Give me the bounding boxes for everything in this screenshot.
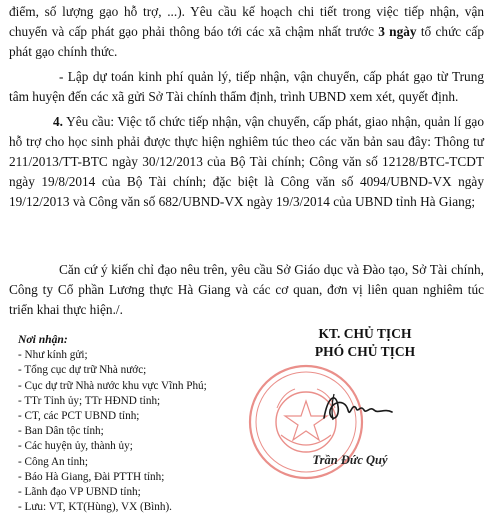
- p2-text: - Lập dự toán kinh phí quản lý, tiếp nhận, vận chuyển, cấp phát gạo từ Trung tâm huyện đến các xã gửi Sở Tài chính thẩm định, trình UBND xem xét, quyết định.: [9, 69, 484, 104]
- recipient-item: - Ban Dân tộc tỉnh;: [18, 425, 104, 438]
- signer-name: Trần Đức Quý: [312, 453, 388, 467]
- recipient-item: - TTr Tỉnh ủy; TTr HĐND tỉnh;: [18, 394, 161, 407]
- p3-number: 4.: [53, 114, 63, 129]
- paragraph-directive: [9, 260, 484, 320]
- recipient-item: - Công An tỉnh;: [18, 455, 88, 468]
- recipient-item: - CT, các PCT UBND tỉnh;: [18, 410, 140, 423]
- recipient-item: - Các huyện ủy, thành ủy;: [18, 440, 133, 453]
- recipient-item: - Cục dự trữ Nhà nước khu vực Vĩnh Phú;: [18, 379, 207, 392]
- p1-text-start: điểm, số lượng gạo hỗ trợ, ...). Yêu cầu kế hoạch chi tiết trong việc tiếp nhận, vận chuyển và cấp phát gạo phải thông báo tới các xã chậm nhất trước: [9, 4, 484, 39]
- paragraph-budget-estimate: [9, 67, 484, 107]
- signer-title-line1: KT. CHỦ TỊCH: [318, 326, 412, 341]
- recipients-heading: Nơi nhận:: [18, 333, 68, 346]
- recipient-item: - Lưu: VT, KT(Hùng), VX (Bình).: [18, 501, 172, 514]
- paragraph-rice-distribution-plan: [9, 2, 484, 62]
- recipient-item: - Như kính gửi;: [18, 349, 88, 362]
- p3-text: Yêu cầu: Việc tổ chức tiếp nhận, vận chuyển, cấp phát, giao nhận, quản lí gạo hỗ trợ cho học sinh phải được thực hiện nghiêm túc theo các văn bản sau đây: Thông tư 211/2013/TT-BTC ngày 30/12/2013 của Bộ Tài chính; Công văn số 12128/BTC-TCDT ngày 19/8/2014 của Bộ Tài chính; đặc biệt là Công văn số 4094/UBND-VX ngày 19/12/2013 và Công văn số 682/UBND-VX ngày 19/3/2014 của UBND tỉnh Hà Giang;: [9, 114, 484, 209]
- recipient-item: - Lãnh đạo VP UBND tỉnh;: [18, 486, 141, 499]
- signature-block: [270, 325, 460, 361]
- recipient-item: - Tổng cục dự trữ Nhà nước;: [18, 364, 147, 377]
- p1-deadline-bold: 3 ngày: [378, 24, 417, 39]
- p4-text: Căn cứ ý kiến chỉ đạo nêu trên, yêu cầu Sở Giáo dục và Đào tạo, Sở Tài chính, Công ty Cổ phần Lương thực Hà Giang và các cơ quan, đơn vị liên quan nghiêm túc triển khai thực hiện./.: [9, 262, 484, 317]
- signer-title-line2: PHÓ CHỦ TỊCH: [314, 344, 416, 359]
- recipient-item: - Báo Hà Giang, Đài PTTH tỉnh;: [18, 470, 165, 483]
- paragraph-requirements: [9, 112, 484, 212]
- p1-text-end: tổ chức cấp phát gạo chính thức.: [9, 24, 484, 59]
- recipients-list: [18, 332, 258, 515]
- handwritten-signature: [318, 388, 396, 428]
